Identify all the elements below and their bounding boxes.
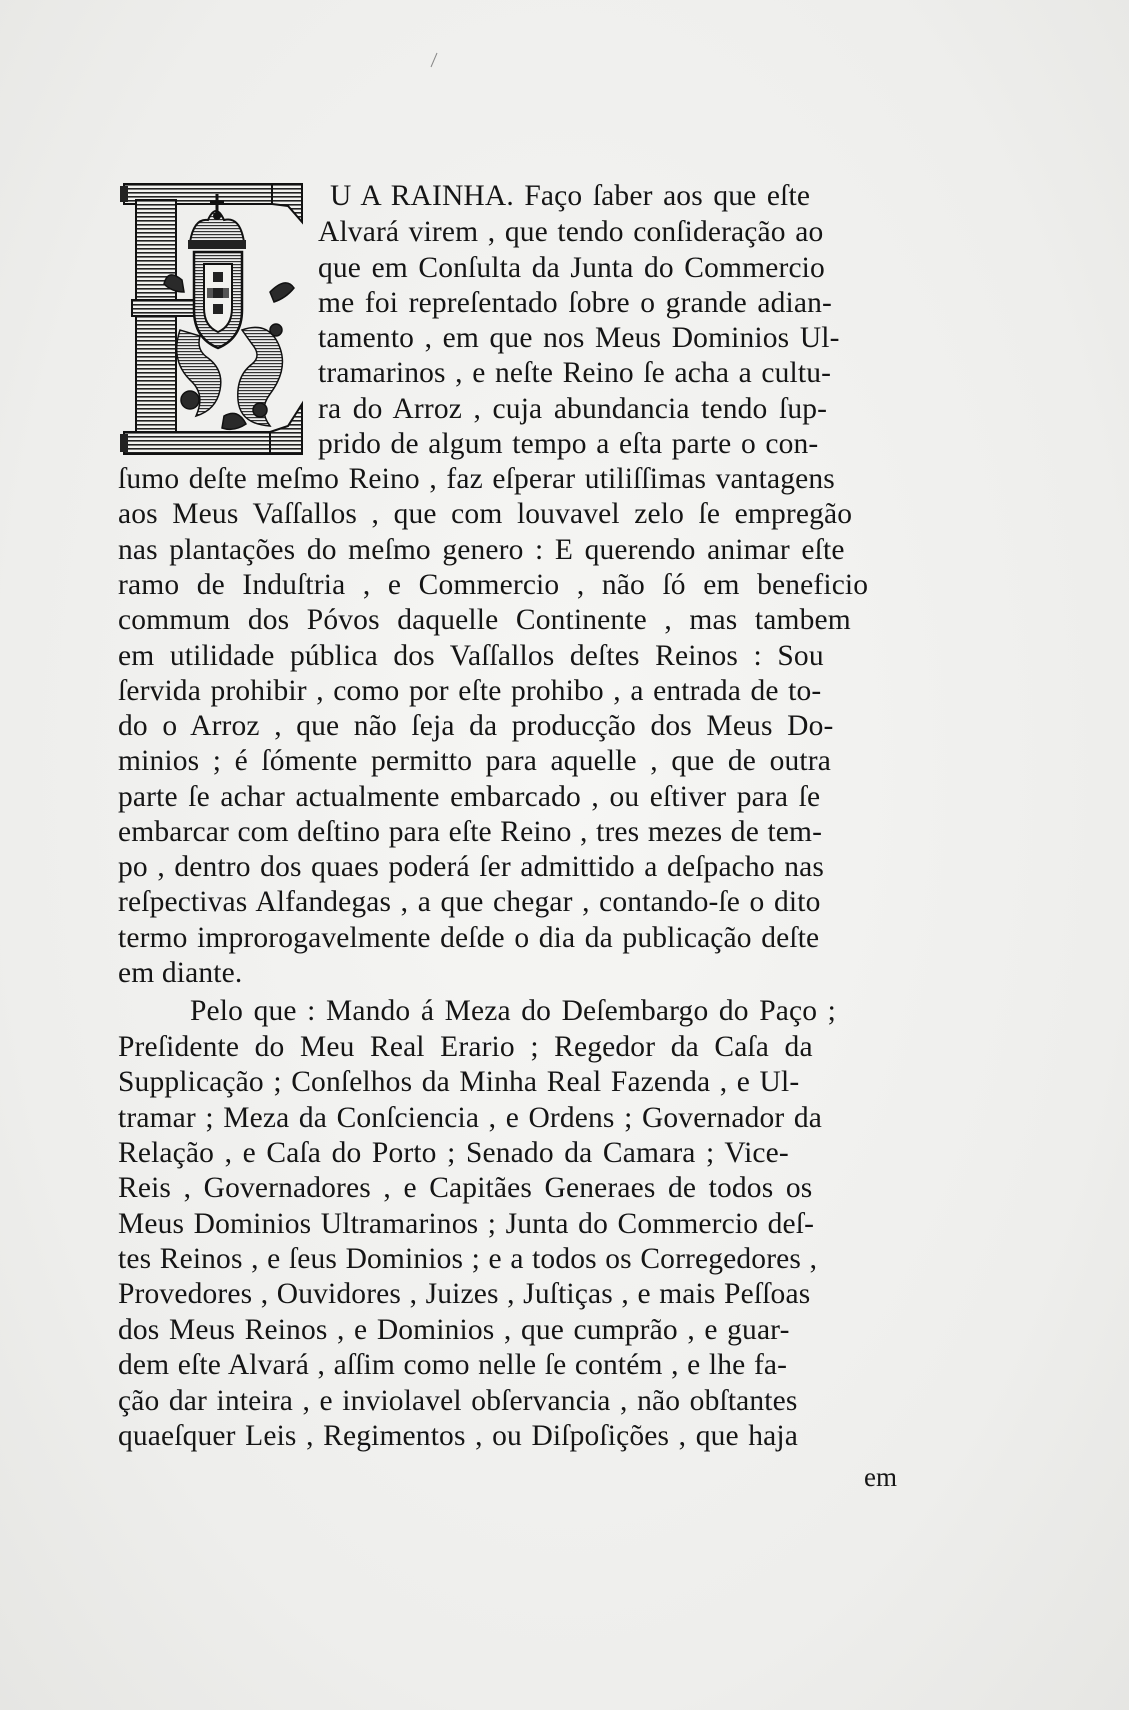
text-line: tes Reinos , e ſeus Dominios ; e a todos os Corregedores , — [118, 1243, 818, 1275]
text-line: Supplicação ; Conſelhos da Minha Real Fazenda , e Ul- — [118, 1066, 800, 1098]
text-line: Reis , Governadores , e Capitães Generaes de todos os — [118, 1172, 813, 1204]
text-line: prido de algum tempo a eſta parte o con- — [318, 428, 819, 460]
text-line: po , dentro dos quaes poderá ſer admittido a deſpacho nas — [118, 851, 825, 883]
text-line: termo improrogavelmente deſde o dia da publicação deſte — [118, 922, 820, 954]
text-line: tramar ; Meza da Conſciencia , e Ordens ; Governador da — [118, 1102, 823, 1134]
text-line: ra do Arroz , cuja abundancia tendo ſup- — [318, 393, 828, 425]
text-line: commum dos Póvos daquelle Continente , mas tambem — [118, 604, 851, 636]
text-line: tamento , em que nos Meus Dominios Ul- — [318, 322, 840, 354]
text-line: dem eſte Alvará , aſſim como nelle ſe contém , e lhe fa- — [118, 1349, 788, 1381]
text-line: tramarinos , e neſte Reino ſe acha a cultu- — [318, 357, 832, 389]
stray-pen-mark — [428, 52, 440, 68]
catchword: em — [864, 1462, 897, 1492]
text-line: parte ſe achar actualmente embarcado , ou eſtiver para ſe — [118, 781, 821, 813]
text-line: em utilidade pública dos Vaſſallos deſtes Reinos : Sou — [118, 640, 824, 672]
text-line: Relação , e Caſa do Porto ; Senado da Camara ; Vice- — [118, 1137, 789, 1169]
text-line: nas plantações do meſmo genero : E querendo animar eſte — [118, 534, 845, 566]
text-line: ramo de Induſtria , e Commercio , não ſó em beneficio — [118, 569, 869, 601]
text-line: dos Meus Reinos , e Dominios , que cumprão , e guar- — [118, 1314, 790, 1346]
text-line: que em Conſulta da Junta do Commercio — [318, 252, 825, 284]
text-line: ção dar inteira , e inviolavel obſervancia , não obſtantes — [118, 1385, 798, 1417]
text-line: Alvará virem , que tendo conſideração ao — [318, 216, 824, 248]
coat-of-arms-shield — [194, 252, 242, 348]
text-line: em diante. — [118, 957, 243, 989]
text-line: U A RAINHA. Faço ſaber aos que eſte — [330, 180, 811, 212]
decorated-initial-e — [120, 180, 306, 460]
text-line: do o Arroz , que não ſeja da producção dos Meus Do- — [118, 710, 834, 742]
text-line: Provedores , Ouvidores , Juizes , Juſtiças , e mais Peſſoas — [118, 1278, 811, 1310]
text-line: quaeſquer Leis , Regimentos , ou Diſpoſições , que haja — [118, 1420, 799, 1452]
text-line: aos Meus Vaſſallos , que com louvavel zelo ſe empregão — [118, 498, 853, 530]
text-line: Meus Dominios Ultramarinos ; Junta do Commercio deſ- — [118, 1208, 815, 1240]
text-line: ſumo deſte meſmo Reino , faz eſperar utiliſſimas vantagens — [118, 463, 835, 495]
text-line: minios ; é ſómente permitto para aquelle , que de outra — [118, 745, 831, 777]
text-line: ſervida prohibir , como por eſte prohibo , a entrada de to- — [118, 675, 822, 707]
text-line: Preſidente do Meu Real Erario ; Regedor da Caſa da — [118, 1031, 813, 1063]
text-line: me foi repreſentado ſobre o grande adian- — [318, 287, 832, 319]
text-line: reſpectivas Alfandegas , a que chegar , contando-ſe o dito — [118, 886, 821, 918]
text-line: embarcar com deſtino para eſte Reino , tres mezes de tem- — [118, 816, 823, 848]
text-line: Pelo que : Mando á Meza do Deſembargo do Paço ; — [190, 995, 837, 1027]
